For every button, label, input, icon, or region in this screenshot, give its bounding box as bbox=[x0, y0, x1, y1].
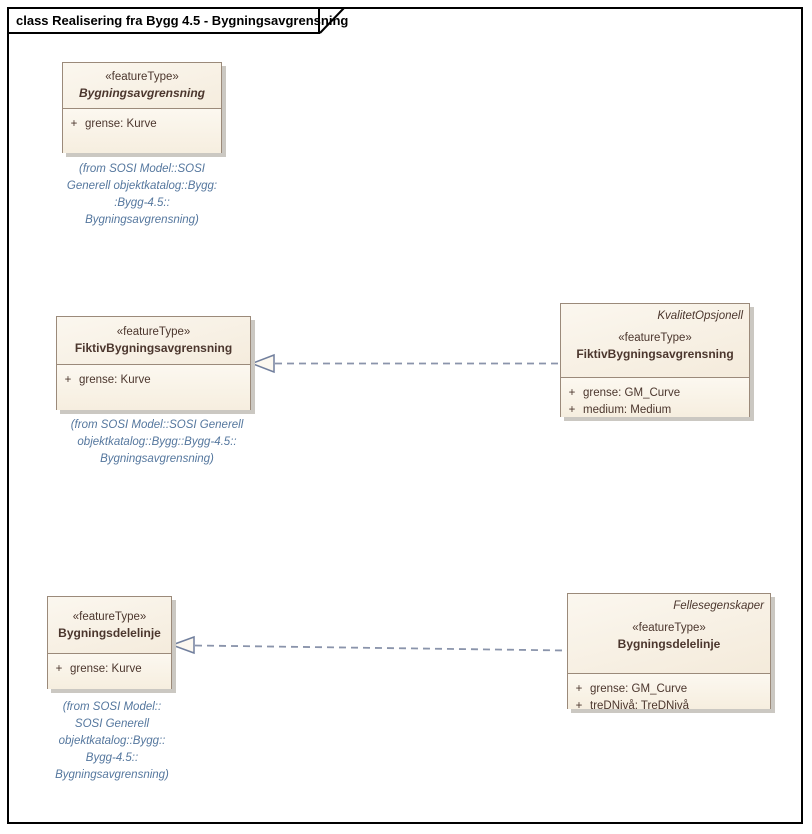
note-line: Bygningsavgrensning) bbox=[85, 214, 199, 226]
attributes-compartment bbox=[63, 109, 221, 153]
attribute-signature: grense: Kurve bbox=[85, 118, 157, 130]
class-name: Bygningsdelelinje bbox=[617, 637, 721, 651]
visibility-symbol: + bbox=[575, 700, 583, 712]
note-line: (from SOSI Model::SOSI bbox=[79, 163, 205, 175]
visibility-symbol: + bbox=[64, 374, 72, 386]
attribute-row bbox=[568, 681, 770, 698]
note-line: SOSI Generell bbox=[74, 718, 150, 730]
attribute-row bbox=[57, 372, 250, 389]
note-line: Generell objektkatalog::Bygg: bbox=[66, 180, 218, 192]
package-label: KvalitetOpsjonell bbox=[657, 310, 743, 322]
realization-triangle-icon bbox=[172, 637, 194, 653]
stereotype-label: «featureType» bbox=[105, 71, 179, 83]
class-header bbox=[57, 317, 250, 365]
attribute-signature: treDNivå: TreDNivå bbox=[590, 700, 690, 712]
note-line: (from SOSI Model::SOSI Generell bbox=[70, 419, 244, 431]
from-package-note bbox=[48, 417, 266, 468]
attributes-compartment bbox=[57, 365, 250, 410]
note-line: Bygningsavgrensning) bbox=[100, 453, 214, 465]
diagram-title: class Realisering fra Bygg 4.5 - Bygningsavgrensning bbox=[16, 13, 349, 28]
stereotype-label: «featureType» bbox=[632, 622, 706, 634]
from-package-note bbox=[28, 699, 196, 784]
note-line: objektkatalog::Bygg::Bygg-4.5:: bbox=[77, 436, 237, 448]
attribute-row bbox=[561, 385, 749, 402]
attribute-signature: grense: Kurve bbox=[79, 374, 151, 386]
note-line: Bygg-4.5:: bbox=[85, 752, 139, 764]
class-header bbox=[568, 594, 770, 674]
note-line: objektkatalog::Bygg:: bbox=[58, 735, 166, 747]
attribute-signature: grense: GM_Curve bbox=[583, 387, 681, 399]
note-line: Bygningsavgrensning) bbox=[55, 769, 169, 781]
class-header bbox=[561, 304, 749, 378]
realization-connector-bygningsdelelinje[interactable] bbox=[172, 637, 567, 653]
class-header bbox=[63, 63, 221, 109]
class-fiktivbygningsavgrensning[interactable] bbox=[56, 316, 251, 410]
stereotype-label: «featureType» bbox=[116, 326, 191, 338]
attribute-row bbox=[63, 116, 221, 133]
visibility-symbol: + bbox=[575, 683, 583, 695]
note-line: :Bygg-4.5:: bbox=[114, 197, 170, 209]
class-name: FiktivBygningsavgrensning bbox=[74, 341, 233, 355]
class-bygningsavgrensning[interactable] bbox=[62, 62, 222, 153]
realization-dashed-line[interactable] bbox=[195, 646, 567, 651]
class-bygningsdelelinje-fellesegenskaper[interactable] bbox=[567, 593, 771, 712]
note-line: (from SOSI Model:: bbox=[62, 701, 162, 713]
visibility-symbol: + bbox=[70, 118, 78, 130]
attribute-signature: grense: GM_Curve bbox=[590, 683, 688, 695]
package-label: Fellesegenskaper bbox=[673, 600, 764, 612]
realization-connector-fiktivbygningsavgrensning[interactable] bbox=[252, 355, 560, 372]
stereotype-label: «featureType» bbox=[72, 610, 147, 623]
realization-triangle-icon bbox=[252, 355, 274, 372]
attributes-compartment bbox=[568, 674, 770, 712]
class-bygningsdelelinje[interactable] bbox=[47, 596, 172, 689]
class-name: Bygningsavgrensning bbox=[78, 86, 206, 100]
attribute-signature: medium: Medium bbox=[583, 404, 672, 416]
class-name: Bygningsdelelinje bbox=[58, 625, 161, 640]
attribute-row bbox=[568, 698, 770, 715]
attribute-signature: grense: Kurve bbox=[70, 663, 142, 675]
stereotype-label: «featureType» bbox=[618, 332, 692, 344]
attribute-row bbox=[48, 661, 171, 678]
visibility-symbol: + bbox=[568, 404, 576, 416]
class-header bbox=[48, 597, 171, 654]
from-package-note bbox=[38, 161, 246, 229]
visibility-symbol: + bbox=[568, 387, 576, 399]
attributes-compartment bbox=[48, 654, 171, 689]
visibility-symbol: + bbox=[55, 663, 63, 675]
attribute-row bbox=[561, 402, 749, 419]
class-name: FiktivBygningsavgrensning bbox=[576, 347, 734, 361]
diagram-title-tab bbox=[7, 7, 349, 34]
class-fiktivbygningsavgrensning-kvalitetopsjonell[interactable] bbox=[560, 303, 750, 417]
attributes-compartment bbox=[561, 378, 749, 417]
